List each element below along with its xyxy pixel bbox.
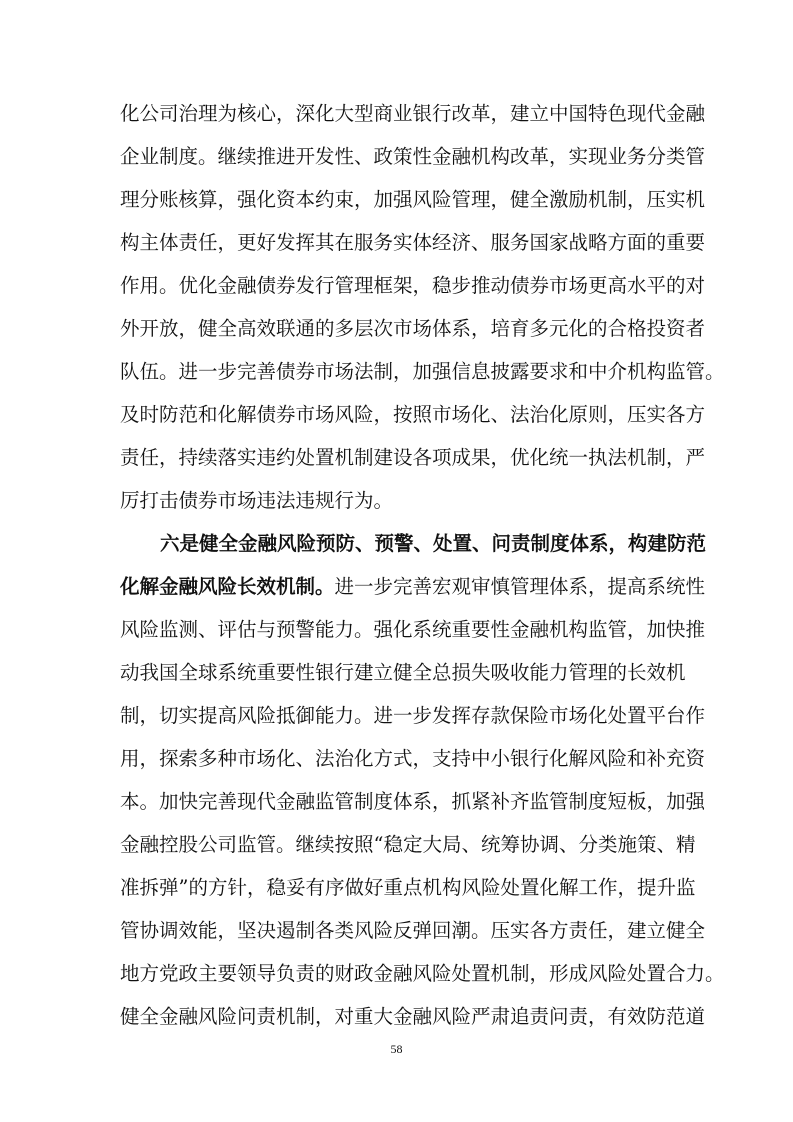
text-line: 构主体责任，更好发挥其在服务实体经济、服务国家战略方面的重要	[120, 231, 706, 254]
text-line: 责任，持续落实违约处置机制建设各项成果，优化统一执法机制，严	[120, 446, 706, 469]
text-line: 本。加快完善现代金融监管制度体系，抓紧补齐监管制度短板，加强	[120, 790, 706, 813]
text-line: 理分账核算，强化资本约束，加强风险管理，健全激励机制，压实机	[120, 188, 706, 211]
text-line: 金融控股公司监管。继续按照“稳定大局、统筹协调、分类施策、精	[120, 833, 696, 856]
text-line: 风险监测、评估与预警能力。强化系统重要性金融机构监管，加快推	[120, 618, 706, 641]
page-number: 58	[390, 1042, 403, 1056]
text-line: 作用。优化金融债券发行管理框架，稳步推动债券市场更高水平的对	[120, 274, 706, 297]
text-line: 用，探索多种市场化、法治化方式，支持中小银行化解风险和补充资	[120, 747, 706, 770]
text-line: 队伍。进一步完善债券市场法制，加强信息披露要求和中介机构监管。	[120, 360, 725, 383]
text-line: 厉打击债券市场违法违规行为。	[120, 489, 394, 512]
text-line: 管协调效能，坚决遏制各类风险反弹回潮。压实各方责任，建立健全	[120, 919, 706, 942]
section-heading: 六是健全金融风险预防、预警、处置、问责制度体系，构建防范	[160, 532, 707, 555]
text-line: 地方党政主要领导负责的财政金融风险处置机制，形成风险处置合力。	[120, 962, 725, 985]
text-line: 动我国全球系统重要性银行建立健全总损失吸收能力管理的长效机	[120, 661, 686, 684]
text-line: 外开放，健全高效联通的多层次市场体系，培育多元化的合格投资者	[120, 317, 706, 340]
text-line: 企业制度。继续推进开发性、政策性金融机构改革，实现业务分类管	[120, 145, 706, 168]
section-heading-bold: 化解金融风险长效机制。	[120, 575, 335, 598]
section-text: 进一步完善宏观审慎管理体系，提高系统性	[334, 575, 706, 598]
section-heading-continued	[120, 573, 706, 601]
text-line: 健全金融风险问责机制，对重大金融风险严肃追责问责，有效防范道	[120, 1005, 706, 1028]
text-line: 制，切实提高风险抵御能力。进一步发挥存款保险市场化处置平台作	[120, 704, 706, 727]
text-line: 化公司治理为核心，深化大型商业银行改革，建立中国特色现代金融	[120, 102, 706, 125]
text-line: 及时防范和化解债券市场风险，按照市场化、法治化原则，压实各方	[120, 403, 706, 426]
text-line: 准拆弹”的方针，稳妥有序做好重点机构风险处置化解工作，提升监	[120, 876, 696, 899]
